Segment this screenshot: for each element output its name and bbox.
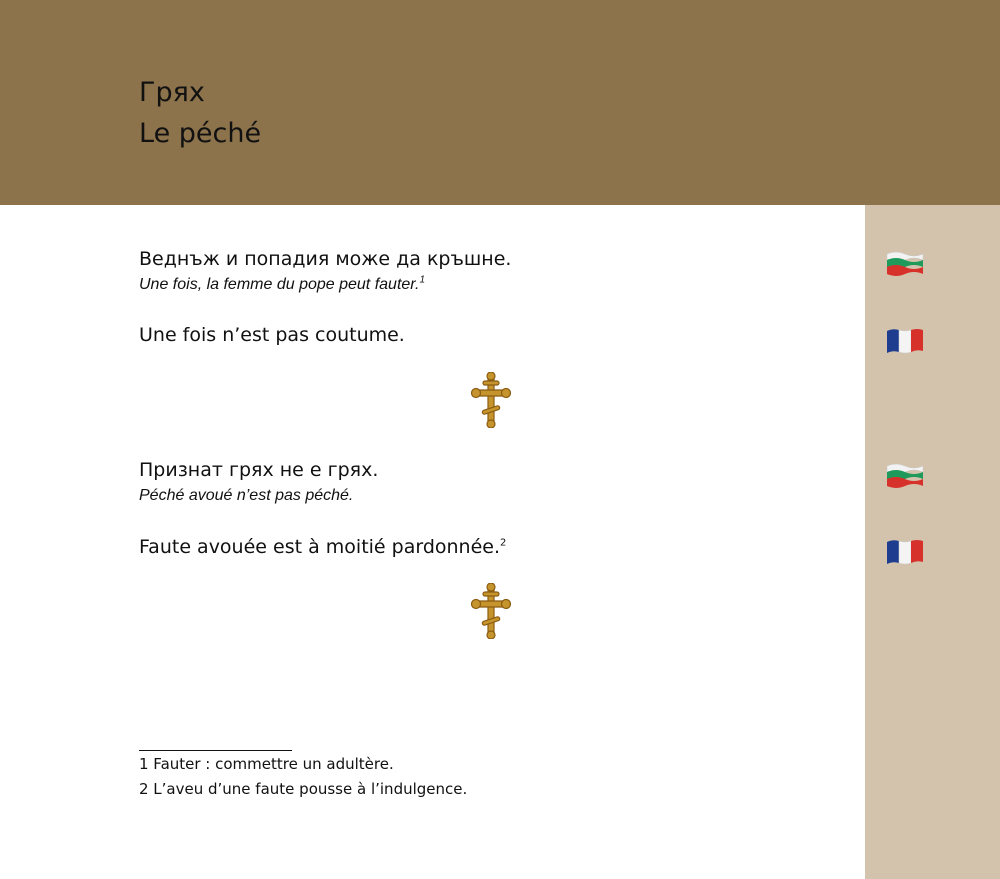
french-equivalent-1: Une fois n’est pas coutume. — [139, 324, 405, 346]
footnote-1: 1 Fauter : commettre un adultère. — [139, 755, 394, 773]
footnote-2: 2 L’aveu d’une faute pousse à l’indulgence. — [139, 780, 468, 798]
footnote-ref-2: 2 — [500, 537, 507, 549]
french-flag-icon — [886, 538, 924, 566]
orthodox-cross-icon — [471, 583, 511, 639]
french-equivalent-2: Faute avouée est à moitié pardonnée.$^2$ — [139, 536, 507, 558]
orthodox-cross-icon — [471, 372, 511, 428]
proverb-bulgarian-1: Веднъж и попадия може да кръшне. — [139, 248, 512, 270]
bulgarian-flag-icon — [886, 462, 924, 490]
french-flag-icon — [886, 327, 924, 355]
title-bulgarian: Грях — [139, 77, 205, 108]
literal-translation-1: Une fois, la femme du pope peut fauter.$^1$ — [139, 274, 426, 293]
title-french: Le péché — [139, 118, 262, 149]
bulgarian-flag-icon — [886, 250, 924, 278]
footnote-ref-1: 1 — [419, 274, 426, 286]
proverb-bulgarian-2: Признат грях не е грях. — [139, 459, 379, 481]
literal-translation-2: Péché avoué n’est pas péché. — [139, 487, 354, 504]
footnote-divider — [139, 750, 292, 751]
page-header — [0, 0, 1000, 205]
